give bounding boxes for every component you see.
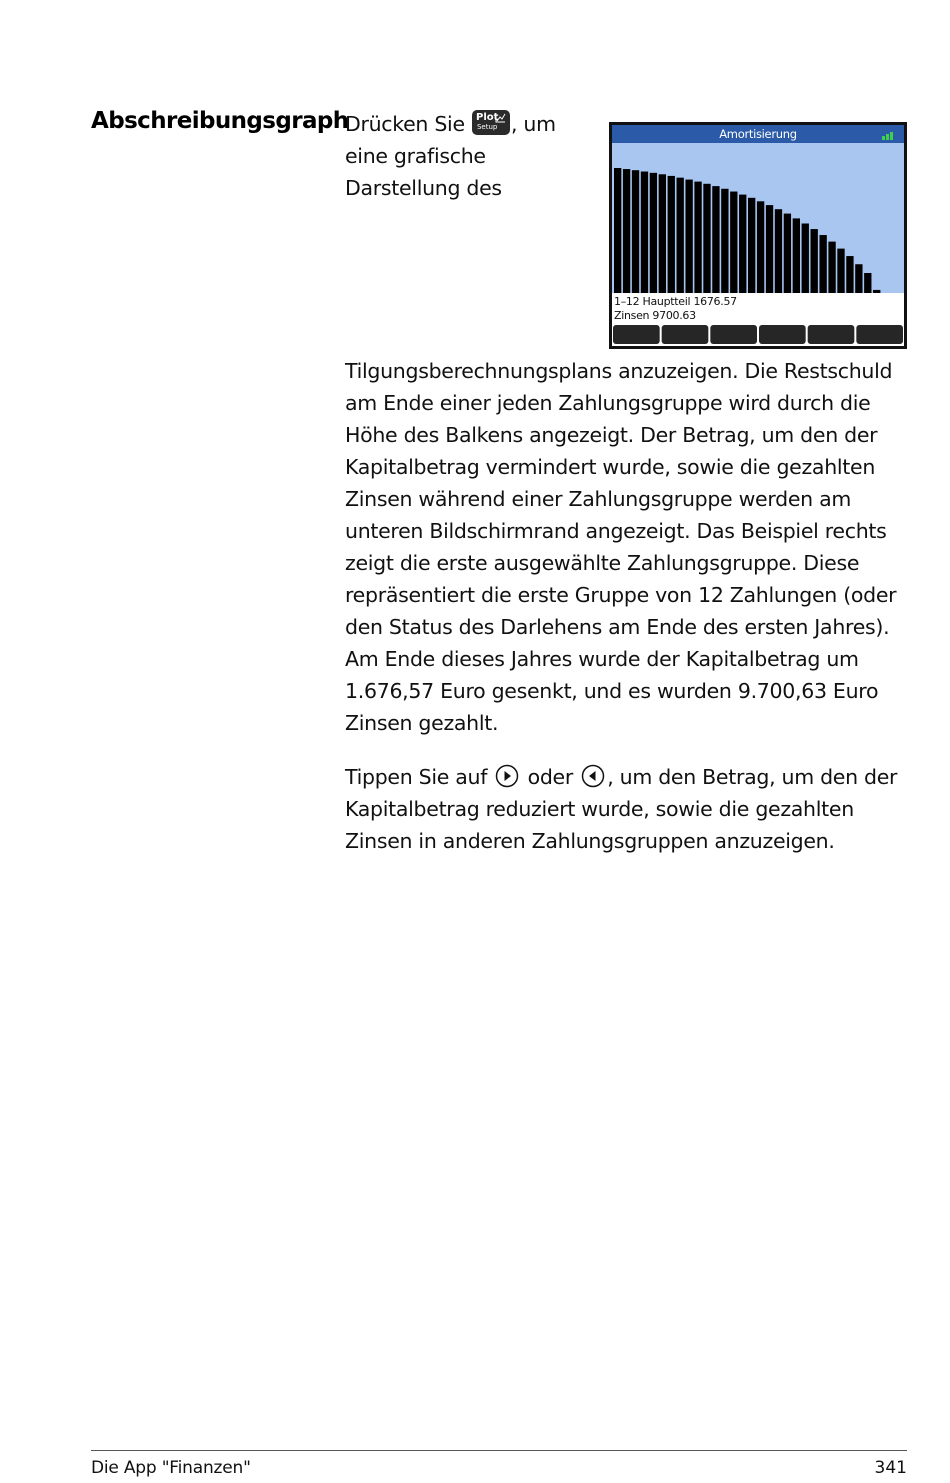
calc-softkey-6 — [856, 325, 903, 344]
paragraph1-part1: Drücken Sie — [345, 112, 471, 136]
paragraph2-part3: , um den Betrag, um den der Kapitalbetrag reduziert wurde, sowie die gezahlten Zinsen in anderen Zahlungsgruppen anzuzeigen. — [345, 765, 898, 853]
chart-bar-15 — [739, 195, 746, 293]
calc-status-principal: 1–12 Hauptteil 1676.57 — [614, 295, 737, 308]
paragraph2-part2: oder — [521, 765, 580, 789]
amortization-chart — [612, 125, 904, 346]
chart-bar-17 — [757, 201, 764, 293]
chart-bar-13 — [721, 189, 728, 293]
chart-bar-11 — [703, 184, 710, 293]
chart-bar-12 — [712, 186, 719, 293]
chart-bar-16 — [748, 198, 755, 293]
chart-bar-28 — [855, 264, 862, 293]
calc-softkey-2 — [662, 325, 709, 344]
paragraph2-part1: Tippen Sie auf — [345, 765, 494, 789]
plot-key-label: Plot — [475, 112, 499, 123]
chart-bar-18 — [766, 205, 773, 293]
chart-bar-14 — [730, 192, 737, 293]
chart-bar-24 — [819, 235, 826, 293]
right-arrow-circle-icon — [495, 764, 519, 788]
chart-bar-4 — [641, 172, 648, 293]
chart-bar-3 — [632, 170, 639, 293]
calc-softkey-5 — [808, 325, 855, 344]
plot-key-icon — [472, 110, 510, 135]
chart-bar-1 — [614, 168, 621, 293]
chart-bar-5 — [650, 173, 657, 293]
chart-bar-23 — [811, 229, 818, 293]
paragraph1-part2: , um eine grafische Darstellung des Tilgungsberechnungsplans anzuzeigen. Die Restschuld am Ende einer jeden Zahlungsgruppe wird durch die Höhe des Balkens angezeigt. Der Betrag, um den der Kapitalbetrag vermindert wurde, sowie die gezahlten Zinsen während einer Zahlungsgruppe werden am unteren Bildschirmrand angezeigt. Das Beispiel rechts zeigt die erste ausgewählte Zahlungsgruppe. Diese repräsentiert die erste Gruppe von 12 Zahlungen (oder den Status des Darlehens am Ende des ersten Jahres). Am Ende dieses Jahres wurde der Kapitalbetrag um 1.676,57 Euro gesenkt, und es wurden 9.700,63 Euro Zinsen gezahlt. — [345, 112, 897, 735]
calc-title: Amortisierung — [719, 127, 797, 141]
chart-bar-30 — [873, 290, 880, 293]
plot-graph-icon — [495, 113, 506, 123]
paragraph-graph-description — [345, 108, 907, 739]
setup-key-label: Setup — [476, 123, 498, 131]
chart-bar-2 — [623, 169, 630, 293]
chart-bar-8 — [677, 178, 684, 293]
footer-chapter-title: Die App "Finanzen" — [91, 1458, 251, 1478]
chart-bar-7 — [668, 176, 675, 293]
calc-softkey-4 — [759, 325, 806, 344]
paragraph-navigation — [345, 761, 907, 857]
chart-bar-6 — [659, 174, 666, 293]
footer-divider — [91, 1450, 907, 1451]
calculator-screenshot — [609, 122, 907, 349]
body-text — [345, 108, 907, 879]
chart-bar-27 — [846, 256, 853, 293]
calc-status-interest: Zinsen 9700.63 — [614, 309, 696, 322]
calc-softkey-3 — [710, 325, 757, 344]
chart-bar-10 — [694, 182, 701, 293]
chart-bar-9 — [685, 180, 692, 293]
chart-bar-26 — [837, 249, 844, 293]
chart-bar-22 — [802, 224, 809, 294]
left-arrow-circle-icon — [581, 764, 605, 788]
section-heading: Abschreibungsgraph — [91, 108, 349, 134]
chart-bar-25 — [828, 242, 835, 293]
chart-bar-29 — [864, 273, 871, 293]
chart-bar-21 — [793, 218, 800, 293]
chart-bar-20 — [784, 214, 791, 293]
chart-bar-19 — [775, 209, 782, 293]
calc-softkey-1 — [613, 325, 660, 344]
footer-page-number: 341 — [874, 1458, 907, 1478]
